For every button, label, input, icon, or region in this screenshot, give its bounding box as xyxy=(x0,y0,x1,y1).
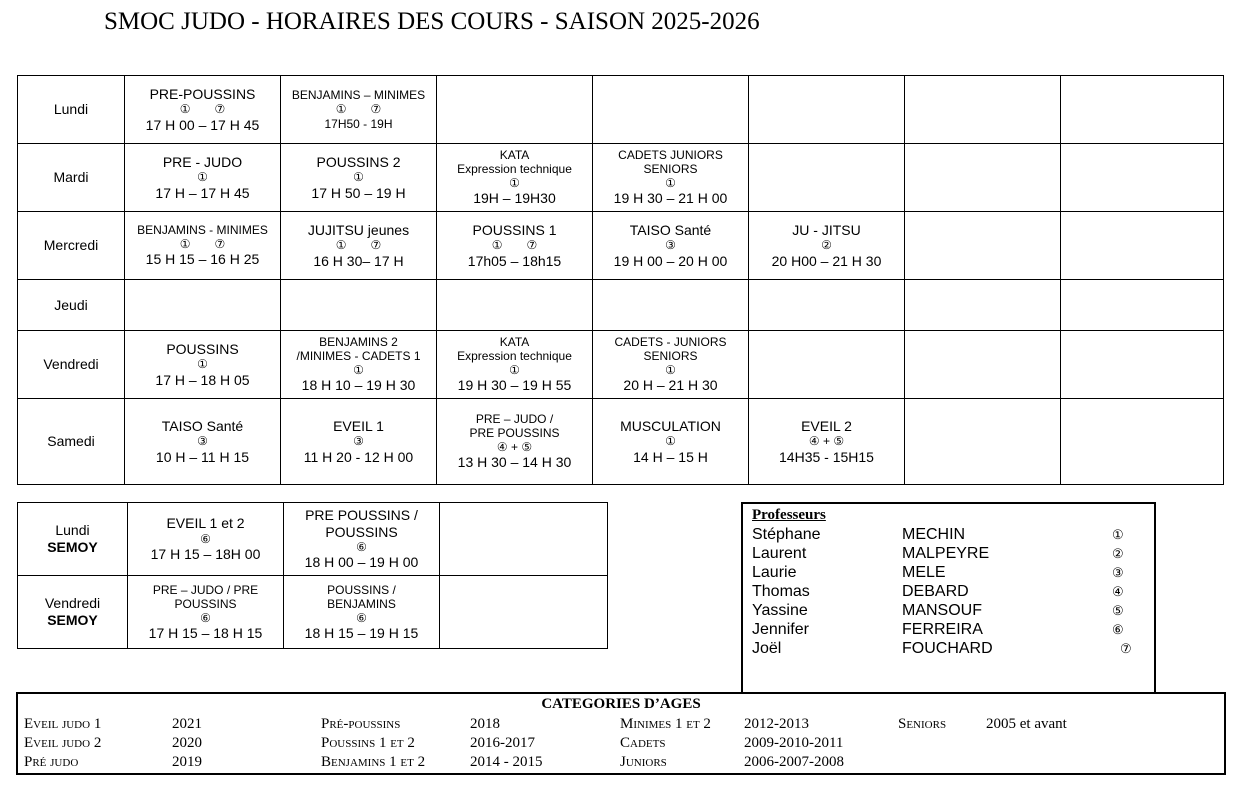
category-years: 2009-2010-2011 xyxy=(744,735,844,751)
teacher-last-name: MALPEYRE xyxy=(902,545,990,562)
class-cell xyxy=(281,76,437,144)
category-label: Seniors xyxy=(898,716,947,732)
class-name: KATA xyxy=(499,148,530,162)
class-subtitle: SENIORS xyxy=(643,349,698,364)
class-cell xyxy=(125,331,281,399)
teacher-first-name: Joël xyxy=(752,640,782,657)
teacher-number: ② xyxy=(821,238,832,253)
day-label xyxy=(18,503,128,576)
teacher-numbers xyxy=(439,238,590,252)
class-cell xyxy=(749,212,905,280)
class-subtitle: Expression technique xyxy=(457,349,572,364)
teacher-number: ⑥ xyxy=(356,540,367,555)
teacher-number: ④ + ⑤ xyxy=(808,434,845,449)
class-name: CADETS JUNIORS xyxy=(618,148,723,162)
teacher-number: ① xyxy=(491,238,503,253)
teacher-numbers xyxy=(283,238,434,252)
teacher-number: ① xyxy=(665,176,676,191)
page-title: SMOC JUDO - HORAIRES DES COURS - SAISON 2025-2026 xyxy=(104,8,760,35)
teacher-numbers xyxy=(127,102,278,116)
teacher-number: ① xyxy=(665,434,676,449)
class-name: TAISO Santé xyxy=(161,417,244,434)
category-label: Pré judo xyxy=(24,754,79,770)
location-label: SEMOY xyxy=(47,539,98,555)
class-cell xyxy=(281,212,437,280)
age-categories-heading: CATEGORIES D’AGES xyxy=(541,696,701,712)
empty-cell xyxy=(281,280,437,331)
teacher-number: ⑦ xyxy=(370,238,382,253)
semoy-table xyxy=(17,502,608,649)
class-cell xyxy=(437,212,593,280)
empty-cell xyxy=(749,280,905,331)
day-name: Lundi xyxy=(55,522,90,539)
class-name: BENJAMINS 2 xyxy=(319,335,398,349)
teacher-number: ⑦ xyxy=(214,102,226,117)
class-time: 19H – 19H30 xyxy=(473,190,556,207)
class-cell xyxy=(281,331,437,399)
empty-cell xyxy=(1061,144,1224,212)
teacher-number: ① xyxy=(509,363,520,378)
class-cell xyxy=(281,399,437,485)
class-cell xyxy=(125,212,281,280)
class-name: PRE-POUSSINS xyxy=(149,85,256,102)
teacher-first-name: Laurent xyxy=(752,545,807,562)
teacher-numbers xyxy=(127,237,278,251)
class-time: 19 H 30 – 19 H 55 xyxy=(457,377,572,394)
teacher-number: ① xyxy=(353,363,364,378)
teacher-last-name: FOUCHARD xyxy=(902,640,993,657)
class-cell xyxy=(749,399,905,485)
age-categories-box xyxy=(16,692,1226,775)
teacher-row xyxy=(752,544,1142,563)
teacher-row xyxy=(752,563,1142,582)
class-time: 17 H 00 – 17 H 45 xyxy=(145,116,260,133)
teacher-last-name: MANSOUF xyxy=(902,602,982,619)
teacher-number: ① xyxy=(335,238,347,253)
class-name: POUSSINS 1 xyxy=(472,221,557,238)
teacher-last-name: MECHIN xyxy=(902,526,966,543)
teacher-number: ① xyxy=(197,170,208,185)
class-cell xyxy=(128,576,284,649)
class-cell xyxy=(284,503,440,576)
teacher-first-name: Stéphane xyxy=(752,526,821,543)
teacher-row xyxy=(752,620,1142,639)
category-years: 2012-2013 xyxy=(744,716,809,732)
teacher-number: ⑥ xyxy=(356,610,367,625)
class-time: 18 H 00 – 19 H 00 xyxy=(304,554,419,571)
class-subtitle: POUSSINS xyxy=(174,596,237,611)
schedule-row-jeudi xyxy=(18,280,1224,331)
empty-cell xyxy=(905,144,1061,212)
teacher-number: ① xyxy=(509,176,520,191)
category-years: 2016-2017 xyxy=(470,735,535,751)
class-name: PRE – JUDO / xyxy=(475,412,554,426)
class-time: 15 H 15 – 16 H 25 xyxy=(145,251,260,268)
teacher-first-name: Yassine xyxy=(752,602,808,619)
category-years: 2020 xyxy=(172,735,202,751)
category-years: 2014 - 2015 xyxy=(470,754,543,770)
teacher-number: ② xyxy=(1112,546,1124,561)
schedule-table xyxy=(17,75,1224,485)
teacher-number: ① xyxy=(1112,527,1124,542)
empty-cell xyxy=(749,331,905,399)
class-time: 14H35 - 15H15 xyxy=(779,448,874,465)
teacher-row xyxy=(752,601,1142,620)
class-cell xyxy=(437,144,593,212)
empty-cell xyxy=(1061,399,1224,485)
class-name: PRE - JUDO xyxy=(162,153,243,170)
teacher-last-name: DEBARD xyxy=(902,583,969,600)
day-name: Vendredi xyxy=(44,595,101,612)
class-time: 10 H – 11 H 15 xyxy=(155,448,250,465)
category-label: Eveil judo 2 xyxy=(24,735,102,751)
teacher-number: ① xyxy=(335,102,347,117)
schedule-row-samedi xyxy=(18,399,1224,485)
teacher-numbers xyxy=(283,102,434,116)
category-label: Cadets xyxy=(620,735,666,751)
class-cell xyxy=(437,331,593,399)
empty-cell xyxy=(1061,331,1224,399)
empty-cell xyxy=(440,503,608,576)
teacher-number: ④ + ⑤ xyxy=(496,440,533,455)
class-name: EVEIL 1 xyxy=(333,417,384,434)
class-time: 20 H00 – 21 H 30 xyxy=(771,252,882,269)
empty-cell xyxy=(593,76,749,144)
class-time: 18 H 15 – 19 H 15 xyxy=(304,624,419,641)
class-time: 19 H 00 – 20 H 00 xyxy=(613,252,728,269)
teachers-box xyxy=(741,502,1156,694)
empty-cell xyxy=(905,76,1061,144)
schedule-row-mardi xyxy=(18,144,1224,212)
category-years: 2019 xyxy=(172,754,202,770)
empty-cell xyxy=(1061,280,1224,331)
class-time: 17 H – 17 H 45 xyxy=(155,184,250,201)
teacher-first-name: Thomas xyxy=(752,583,810,600)
day-label: Lundi xyxy=(18,76,125,144)
class-time: 14 H – 15 H xyxy=(633,448,708,465)
teacher-number: ④ xyxy=(1112,584,1124,599)
teacher-number: ③ xyxy=(665,238,676,253)
class-name: MUSCULATION xyxy=(620,417,721,434)
class-time: 19 H 30 – 21 H 00 xyxy=(613,190,728,207)
class-time: 17 H – 18 H 05 xyxy=(155,371,250,388)
teacher-number: ① xyxy=(179,102,191,117)
category-years: 2021 xyxy=(172,716,202,732)
category-years: 2006-2007-2008 xyxy=(744,754,844,770)
category-years: 2018 xyxy=(470,716,500,732)
day-label: Samedi xyxy=(18,399,125,485)
empty-cell xyxy=(593,280,749,331)
class-time: 17h05 – 18h15 xyxy=(467,252,562,269)
class-cell xyxy=(593,144,749,212)
day-label xyxy=(18,576,128,649)
class-cell xyxy=(593,331,749,399)
teacher-number: ⑦ xyxy=(1120,641,1132,656)
class-time: 17 H 15 – 18 H 15 xyxy=(148,624,263,641)
class-subtitle: PRE POUSSINS xyxy=(469,426,560,441)
class-time: 11 H 20 - 12 H 00 xyxy=(303,448,414,465)
class-cell xyxy=(125,399,281,485)
class-subtitle: SENIORS xyxy=(643,162,698,177)
teacher-number: ⑦ xyxy=(526,238,538,253)
class-time: 13 H 30 – 14 H 30 xyxy=(457,454,572,471)
class-name: JUJITSU jeunes xyxy=(307,221,410,238)
day-label: Mercredi xyxy=(18,212,125,280)
teacher-number: ⑦ xyxy=(370,102,382,117)
empty-cell xyxy=(749,144,905,212)
category-label: Minimes 1 et 2 xyxy=(620,716,711,732)
class-name: PRE – JUDO / PRE xyxy=(152,582,259,597)
schedule-row-lundi xyxy=(18,76,1224,144)
class-cell xyxy=(284,576,440,649)
class-name: POUSSINS 2 xyxy=(316,153,401,170)
class-cell xyxy=(437,399,593,485)
category-label: Benjamins 1 et 2 xyxy=(321,754,426,770)
class-cell xyxy=(281,144,437,212)
teacher-number: ⑥ xyxy=(200,531,211,546)
class-cell xyxy=(125,144,281,212)
class-name: EVEIL 2 xyxy=(801,417,852,434)
semoy-row-lundi xyxy=(18,503,608,576)
teacher-number: ③ xyxy=(1112,565,1124,580)
class-name: BENJAMINS – MINIMES xyxy=(291,88,426,103)
empty-cell xyxy=(440,576,608,649)
category-label: Pré-poussins xyxy=(321,716,401,732)
class-name: EVEIL 1 et 2 xyxy=(166,515,245,532)
teacher-number: ① xyxy=(665,363,676,378)
class-name: KATA xyxy=(499,335,530,349)
class-time: 16 H 30– 17 H xyxy=(313,252,404,269)
class-time: 17 H 50 – 19 H xyxy=(311,184,406,201)
class-name: POUSSINS xyxy=(166,340,239,357)
teacher-row xyxy=(752,582,1142,601)
teacher-number: ① xyxy=(197,357,208,372)
class-cell xyxy=(128,503,284,576)
class-subtitle: BENJAMINS xyxy=(327,596,396,611)
empty-cell xyxy=(905,280,1061,331)
day-label: Vendredi xyxy=(18,331,125,399)
empty-cell xyxy=(1061,212,1224,280)
class-cell xyxy=(593,212,749,280)
class-name: POUSSINS / xyxy=(327,582,396,597)
category-label: Juniors xyxy=(620,754,667,770)
class-name: JU - JITSU xyxy=(792,221,861,238)
teacher-last-name: MELE xyxy=(902,564,946,581)
class-name: PRE POUSSINS / xyxy=(305,507,418,524)
teacher-number: ⑥ xyxy=(200,610,211,625)
class-cell xyxy=(593,399,749,485)
empty-cell xyxy=(1061,76,1224,144)
teacher-number: ③ xyxy=(197,434,208,449)
empty-cell xyxy=(125,280,281,331)
teacher-number: ⑥ xyxy=(1112,622,1124,637)
empty-cell xyxy=(749,76,905,144)
class-subtitle: Expression technique xyxy=(457,162,572,177)
empty-cell xyxy=(905,331,1061,399)
class-time: 20 H – 21 H 30 xyxy=(623,377,718,394)
schedule-row-vendredi xyxy=(18,331,1224,399)
class-name: CADETS - JUNIORS xyxy=(614,335,727,349)
day-label: Jeudi xyxy=(18,280,125,331)
day-label: Mardi xyxy=(18,144,125,212)
teacher-last-name: FERREIRA xyxy=(902,621,983,638)
class-name: TAISO Santé xyxy=(629,221,712,238)
teacher-number: ⑦ xyxy=(214,237,226,252)
schedule-row-mercredi xyxy=(18,212,1224,280)
class-subtitle: POUSSINS xyxy=(325,523,398,540)
teacher-number: ⑤ xyxy=(1112,603,1124,618)
category-label: Poussins 1 et 2 xyxy=(321,735,415,751)
teacher-number: ① xyxy=(353,170,364,185)
class-cell xyxy=(125,76,281,144)
empty-cell xyxy=(437,280,593,331)
class-time: 18 H 10 – 19 H 30 xyxy=(301,377,416,394)
empty-cell xyxy=(905,399,1061,485)
empty-cell xyxy=(437,76,593,144)
class-name: BENJAMINS - MINIMES xyxy=(137,223,268,238)
location-label: SEMOY xyxy=(47,612,98,628)
semoy-row-vendredi xyxy=(18,576,608,649)
teacher-first-name: Jennifer xyxy=(752,621,809,638)
teachers-heading: Professeurs xyxy=(752,507,826,523)
teacher-row xyxy=(752,639,1142,658)
teacher-number: ① xyxy=(179,237,191,252)
class-time: 17H50 - 19H xyxy=(324,116,393,131)
class-subtitle: /MINIMES - CADETS 1 xyxy=(296,349,421,364)
teacher-first-name: Laurie xyxy=(752,564,797,581)
category-years: 2005 et avant xyxy=(986,716,1067,732)
class-time: 17 H 15 – 18H 00 xyxy=(150,546,261,563)
teacher-row xyxy=(752,525,1142,544)
empty-cell xyxy=(905,212,1061,280)
teacher-number: ③ xyxy=(353,434,364,449)
category-label: Eveil judo 1 xyxy=(24,716,102,732)
